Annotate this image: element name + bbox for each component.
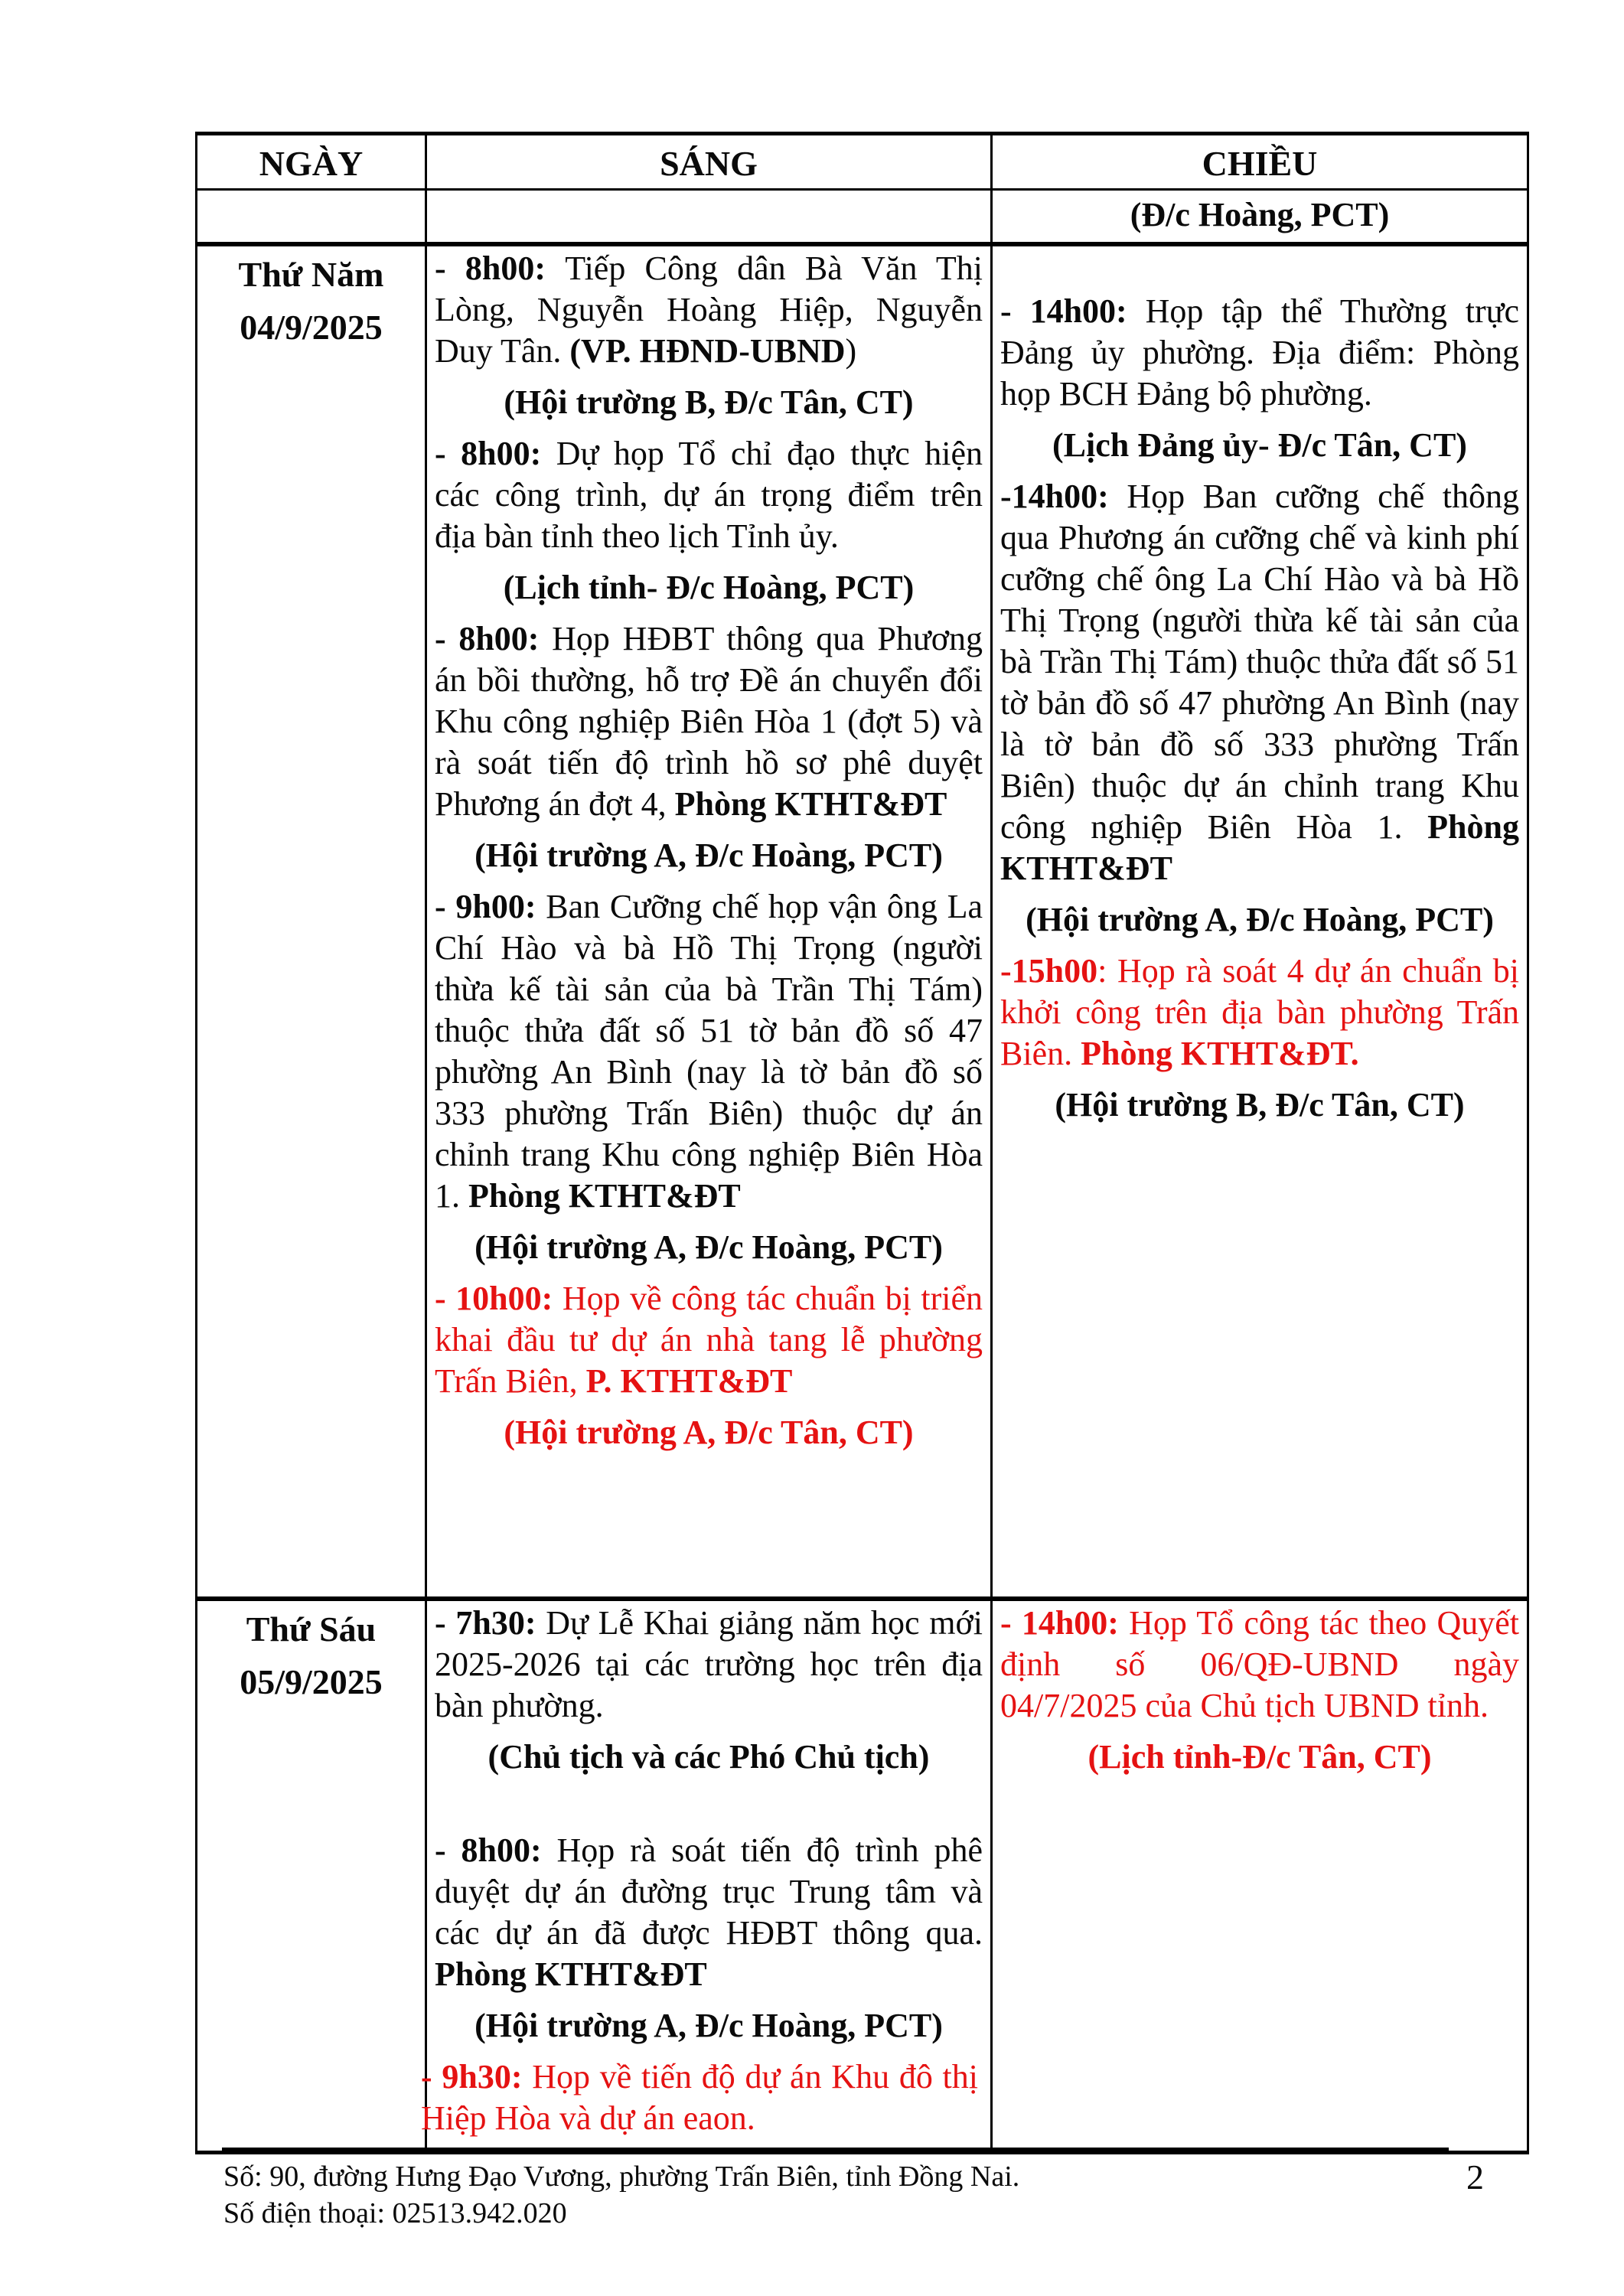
text-segment: - 8h00: xyxy=(435,1831,557,1869)
schedule-paragraph xyxy=(1000,476,1519,889)
text-segment: - 10h00: xyxy=(435,1280,563,1317)
schedule-paragraph xyxy=(1000,1084,1519,1126)
text-segment: Họp HĐBT thông qua Phương án bồi thường, hỗ trợ Đề án chuyển đổi Khu công nghiệp Biên Hòa 1 (đợt 5) và rà soát tiến độ trình hồ sơ phê duyệt Phương án đợt 4, xyxy=(435,620,983,823)
schedule-paragraph xyxy=(421,2056,978,2139)
schedule-paragraph xyxy=(435,835,983,876)
carryover-day-cell xyxy=(197,190,426,245)
text-segment: Họp Tổ công tác theo Quyết định số 06/QĐ-UBND ngày 04/7/2025 của Chủ tịch UBND tỉnh. xyxy=(1000,1604,1519,1724)
text-segment: (Hội trường A, Đ/c Hoàng, PCT) xyxy=(474,1228,943,1266)
afternoon-cell xyxy=(992,1599,1528,2153)
morning-cell xyxy=(421,1599,992,2153)
schedule-paragraph xyxy=(1000,291,1519,415)
text-segment: - 8h00: xyxy=(435,435,556,472)
text-segment: (VP. HĐND-UBND xyxy=(569,332,846,370)
text-segment: Họp tập thể Thường trực Đảng ủy phường. Địa điểm: Phòng họp BCH Đảng bộ phường. xyxy=(1000,292,1519,413)
schedule-paragraph xyxy=(1000,951,1519,1075)
text-segment: Họp Ban cưỡng chế thông qua Phương án cưỡng chế và kinh phí cưỡng chế ông La Chí Hào và bà Hồ Thị Trọng (người thừa kế tài sản của bà Trần Thị Tám) thuộc thửa đất số 51 tờ bản đồ số 47 phường An Bình (nay là tờ bản đồ số 333 phường Trấn Biên) thuộc dự án chỉnh trang Khu công nghiệp Biên Hòa 1. xyxy=(1000,478,1519,846)
text-segment: Dự họp Tổ chỉ đạo thực hiện các công trình, dự án trọng điểm trên địa bàn tỉnh theo lịch Tỉnh ủy. xyxy=(435,435,983,555)
carryover-morning-cell xyxy=(426,190,992,245)
text-segment: -14h00: xyxy=(1000,478,1127,515)
schedule-table xyxy=(195,132,1529,2154)
schedule-paragraph xyxy=(435,2005,983,2047)
table-header-row xyxy=(197,134,1528,190)
schedule-paragraph xyxy=(435,567,983,608)
text-segment: P. KTHT&ĐT xyxy=(585,1362,793,1400)
schedule-paragraph xyxy=(435,1278,983,1402)
text-segment: (Chủ tịch và các Phó Chủ tịch) xyxy=(488,1738,930,1776)
text-segment: (Hội trường B, Đ/c Tân, CT) xyxy=(1055,1086,1465,1124)
text-segment: ) xyxy=(845,332,857,370)
header-afternoon: CHIỀU xyxy=(992,134,1528,190)
schedule-paragraph xyxy=(435,248,983,372)
table-row xyxy=(197,1599,1528,2153)
text-segment: Tiếp Công dân Bà Văn Thị Lòng, Nguyễn Hoàng Hiệp, Nguyễn Duy Tân. xyxy=(435,249,983,370)
text-segment: Phòng KTHT&ĐT xyxy=(435,1955,707,1993)
text-segment: - 14h00: xyxy=(1000,1604,1130,1642)
text-segment: Phòng KTHT&ĐT. xyxy=(1081,1035,1359,1072)
carryover-row xyxy=(197,190,1528,245)
text-segment: - 9h30: xyxy=(421,2058,533,2095)
text-segment: Ban Cưỡng chế họp vận ông La Chí Hào và bà Hồ Thị Trọng (người thừa kế tài sản của bà Trần Thị Tám) thuộc thửa đất số 51 tờ bản đồ số 47 phường An Bình (nay là tờ bản đồ số 333 phường Trấn Biên) thuộc dự án chỉnh trang Khu công nghiệp Biên Hòa 1. xyxy=(435,888,983,1215)
text-segment: (Hội trường A, Đ/c Hoàng, PCT) xyxy=(474,2007,943,2044)
schedule-paragraph xyxy=(435,433,983,557)
day-name: Thứ Sáu xyxy=(246,1609,377,1649)
day-date: 04/9/2025 xyxy=(240,308,383,347)
text-segment: (Hội trường B, Đ/c Tân, CT) xyxy=(504,383,914,421)
schedule-paragraph xyxy=(1000,425,1519,466)
text-segment: Họp rà soát tiến độ trình phê duyệt dự án đường trục Trung tâm và các dự án đã được HĐBT thông qua. xyxy=(435,1831,983,1952)
morning-cell xyxy=(426,244,992,1599)
text-segment: Phòng KTHT&ĐT xyxy=(1000,808,1519,887)
text-segment: Họp về tiến độ dự án Khu đô thị Hiệp Hòa và dự án eaon. xyxy=(421,2058,978,2137)
schedule-paragraph xyxy=(435,886,983,1217)
text-segment: -15h00 xyxy=(1000,952,1098,990)
text-segment: (Lịch Đảng ủy- Đ/c Tân, CT) xyxy=(1052,426,1467,464)
text-segment: : Họp rà soát 4 dự án chuẩn bị khởi công trên địa bàn phường Trấn Biên. xyxy=(1000,952,1519,1072)
schedule-paragraph xyxy=(435,382,983,423)
schedule-paragraph xyxy=(435,1830,983,1995)
text-segment: Phòng KTHT&ĐT xyxy=(674,785,947,823)
afternoon-cell xyxy=(992,244,1528,1599)
day-cell xyxy=(197,1599,426,2153)
schedule-paragraph xyxy=(1000,1603,1519,1727)
day-date: 05/9/2025 xyxy=(240,1662,383,1701)
text-segment: (Lịch tỉnh- Đ/c Hoàng, PCT) xyxy=(503,569,915,606)
carryover-afternoon-note: (Đ/c Hoàng, PCT) xyxy=(992,190,1528,245)
schedule-paragraph xyxy=(435,1412,983,1453)
text-segment: (Hội trường A, Đ/c Hoàng, PCT) xyxy=(1026,901,1494,938)
text-segment: (Hội trường A, Đ/c Hoàng, PCT) xyxy=(474,837,943,874)
text-segment: (Lịch tỉnh-Đ/c Tân, CT) xyxy=(1088,1738,1432,1776)
text-segment: - 14h00: xyxy=(1000,292,1146,330)
text-segment: (Hội trường A, Đ/c Tân, CT) xyxy=(504,1414,914,1451)
footer-address: Số: 90, đường Hưng Đạo Vương, phường Trấn Biên, tỉnh Đồng Nai. xyxy=(223,2161,1020,2193)
text-segment: - 8h00: xyxy=(435,620,553,657)
schedule-paragraph xyxy=(435,618,983,825)
schedule-paragraph xyxy=(1000,1737,1519,1778)
schedule-paragraph xyxy=(1000,899,1519,941)
day-cell xyxy=(197,244,426,1599)
schedule-paragraph xyxy=(435,1603,983,1727)
header-day: NGÀY xyxy=(197,134,426,190)
footer-phone: Số điện thoại: 02513.942.020 xyxy=(223,2197,567,2229)
text-segment: Dự Lễ Khai giảng năm học mới 2025-2026 tại các trường học trên địa bàn phường. xyxy=(435,1604,983,1724)
schedule-paragraph xyxy=(435,1227,983,1268)
text-segment: - 9h00: xyxy=(435,888,546,925)
text-segment: - 8h00: xyxy=(435,249,566,287)
schedule-paragraph xyxy=(435,1737,983,1778)
text-segment: Phòng KTHT&ĐT xyxy=(468,1177,741,1215)
page-number: 2 xyxy=(1466,2157,1484,2197)
table-row xyxy=(197,244,1528,1599)
day-name: Thứ Năm xyxy=(238,255,384,294)
text-segment: - 7h30: xyxy=(435,1604,546,1642)
footer-separator-line xyxy=(222,2148,1449,2153)
text-segment: Họp về công tác chuẩn bị triển khai đầu tư dự án nhà tang lễ phường Trấn Biên, xyxy=(435,1280,983,1400)
header-morning: SÁNG xyxy=(426,134,992,190)
